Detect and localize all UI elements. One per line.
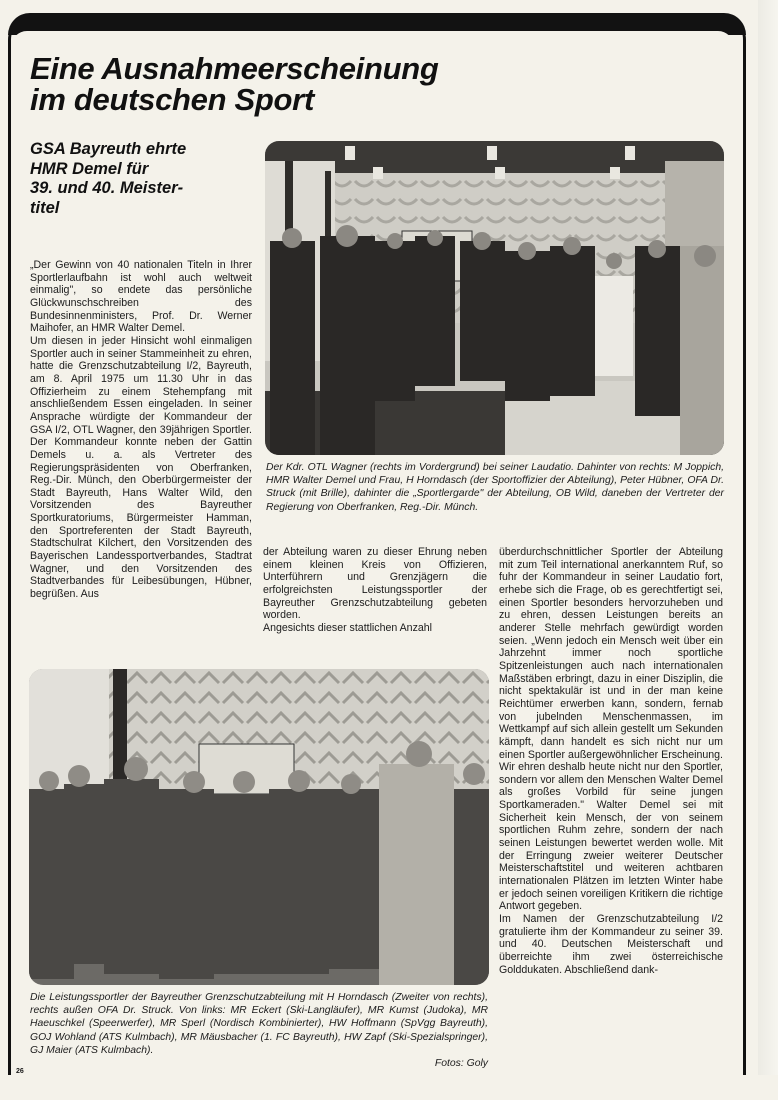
paragraph: Im Namen der Grenzschutzabteilung I/2 gratulierte ihm der Kommandeur zu seiner 39. und 40. Deutschen Meisterschaft und überreichte ihm zwei österreichische Golddukaten. Abschließend dank- bbox=[499, 913, 723, 976]
subhead-line: HMR Demel für bbox=[30, 159, 149, 178]
paragraph: überdurchschnittlicher Sportler der Abteilung mit zum Teil international anerkanntem Ruf, so fuhr der Kommandeur in seiner Laudatio fort, erhebe sich die Frage, ob es gerechtfertigt sei, einen Sportler besonders hervorzuheben und zu ehren, dessen Leistungen bereits an anderer Stelle mehrfach gewürdigt worden seien. „Wenn jedoch ein Mensch weit über ein Jahrzehnt immer noch sportliche Spitzenleistungen auch nach internationalen Maßstäben erbringt, dazu in einer Disziplin, die nicht spektakulär ist und in der man keine Reichtümer erwerben kann, sondern, fernab von jubelnden Menschenmassen, im Wettkampf auf sich allein gestellt um Sekunden kämpft, dann handelt es sich nicht nur um einen Sportler außergewöhnlicher Erscheinung. Wir ehren deshalb heute nicht nur den Sportler, sondern vor allem den Menschen Walter Demel als großes Vorbild für seine jungen Sportkameraden." Walter Demel sei mit Sicherheit kein Mensch, der von seinem sportlichen Ruhm zehre, sondern der nach seinen Leistungen bewertet werden wolle. Mit der Erringung zweier weiterer Deutscher Meisterschaftstitel und weiteren achtbaren internationalen Plätzen im letzten Winter habe er jedoch seinen voreiligen Kritikern die richtige Antwort gegeben. bbox=[499, 546, 723, 913]
paragraph: Angesichts dieser stattlichen Anzahl bbox=[263, 621, 433, 634]
article-column-left bbox=[30, 259, 252, 601]
subhead-line: titel bbox=[30, 198, 60, 217]
header-bar-inner bbox=[11, 31, 734, 47]
photo-athletes bbox=[29, 669, 489, 985]
caption-text: Die Leistungssportler der Bayreuther Grenzschutzabteilung mit H Horndasch (Zweiter von rechts), rechts außen OFA Dr. Struck. Von links: MR Eckert (Ski-Langläufer), MR Kumst (Judoka), MR Haeuschkel (Speerwerfer), MR Sperl (Nordisch Kombinierter), HW Hoffmann (SpVgg Bayreuth), GOJ Wohland (ATS Kulmbach), MR Mäusbacher (1. FC Bayreuth), HW Zapf (Ski-Spezialspringer), GJ Maier (ATS Kulmbach). bbox=[30, 992, 488, 1056]
article-column-right bbox=[499, 546, 723, 976]
paragraph: „Der Gewinn von 40 nationalen Titeln in Ihrer Sportlerlaufbahn ist wohl auch weltweit einmalig", so endete das persönliche Glückwunschschreiben des Bundesinnenministers, Prof. Dr. Werner Maihofer, an HMR Walter Demel. bbox=[30, 259, 252, 335]
subhead-line: GSA Bayreuth ehrte bbox=[30, 140, 187, 158]
paragraph: Um diesen in jeder Hinsicht wohl einmaligen Sportler auch in seiner Stammeinheit zu ehren, hatte die Grenzschutzabteilung I/2, Bayreuth, am 8. April 1975 um 11.30 Uhr in das Offizierheim zu einem Stehempfang mit anschließendem Essen eingeladen. In seiner Ansprache würdigte der Kommandeur der GSA I/2, OTL Wagner, den 39jährigen Sportler. Der Kommandeur konnte neben der Gattin Demels u. a. als Vertreter des Regierungspräsidenten von Oberfranken, Reg.-Dir. Münch, den Oberbürgermeister der Stadt Bayreuth, Hans Walter Wild, den Vorsitzenden des Bayreuther Sportkuratoriums, Bürgermeister Hamman, den Sportreferenten der Stadt Bayreuth, Stadtschulrat Kilchert, den Vorsitzenden des Bayerischen Landessportverbandes, Stadtrat Wagner, und den Vorsitzenden des Stadtverbandes für Leibesübungen, Hübner, begrüßen. Aus bbox=[30, 334, 252, 601]
article-title bbox=[30, 53, 439, 115]
frame-bottom bbox=[0, 1075, 778, 1100]
article-subhead bbox=[30, 140, 260, 218]
photo-credit: Fotos: Goly bbox=[434, 1058, 488, 1070]
photo-laudatio-image bbox=[265, 141, 724, 455]
subhead-line: 39. und 40. Meister- bbox=[30, 179, 184, 197]
photo-athletes-image bbox=[29, 669, 489, 985]
photo-athletes-caption bbox=[30, 991, 488, 1070]
photo-laudatio bbox=[265, 141, 724, 455]
title-line-2: im deutschen Sport bbox=[30, 82, 314, 117]
page-edge bbox=[758, 0, 778, 1100]
title-line-1: Eine Ausnahmeerscheinung bbox=[30, 51, 439, 86]
page-number: 26 bbox=[16, 1068, 24, 1075]
article-column-middle bbox=[263, 546, 487, 635]
photo-laudatio-caption: Der Kdr. OTL Wagner (rechts im Vordergrund) bei seiner Laudatio. Dahinter von rechts: M Joppich, HMR Walter Demel und Frau, H Horndasch (der Sportoffizier der Abteilung), Peter Hübner, OFA Dr. Struck (mit Brille), dahinter die „Sportlergarde" der Abteilung, OB Wild, daneben der Vertreter der Regierung von Oberfranken, Reg.-Dir. Münch. bbox=[266, 462, 724, 513]
paragraph: der Abteilung waren zu dieser Ehrung neben einem kleinen Kreis von Offizieren, Unterführern und Grenzjägern die erfolgreichsten Leistungssportler der Bayreuther Grenzschutzabteilung gebeten worden. bbox=[263, 546, 487, 622]
